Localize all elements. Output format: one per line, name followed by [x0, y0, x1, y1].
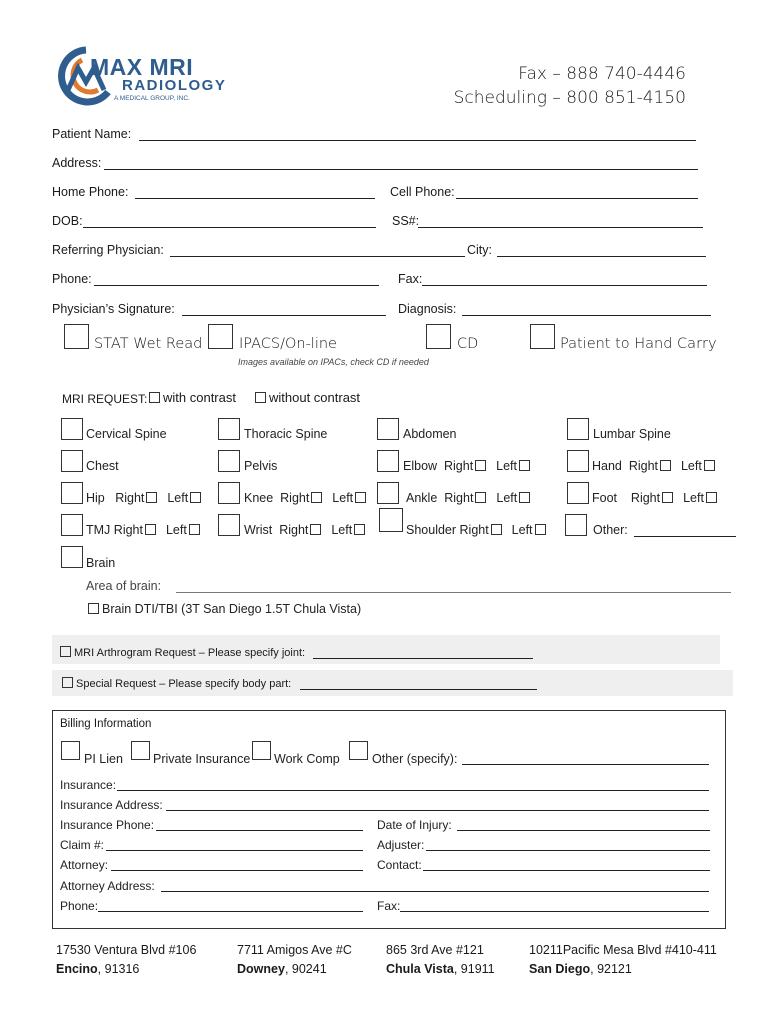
- brain-dti-label: Brain DTI/TBI (3T San Diego 1.5T Chula Vista): [102, 602, 362, 616]
- logo-line2: RADIOLOGY: [122, 77, 227, 94]
- mri-request-label: MRI REQUEST:: [62, 392, 148, 406]
- logo: [58, 44, 227, 110]
- home-phone-label: Home Phone:: [52, 185, 129, 199]
- hand-right-label: Right: [628, 459, 659, 473]
- location-city: Downey: [237, 962, 285, 976]
- foot-left-checkbox[interactable]: [706, 492, 717, 503]
- other-billing-field[interactable]: [462, 764, 709, 765]
- location-san-diego: [529, 941, 717, 979]
- location-chula-vista: [386, 941, 495, 979]
- wrist-checkbox[interactable]: [218, 514, 240, 536]
- fax-number: Fax – 888 740-4446: [518, 64, 686, 84]
- ankle-left-label: Left: [496, 491, 518, 505]
- address-field[interactable]: [104, 169, 698, 170]
- contact-label: Contact:: [377, 858, 422, 872]
- ankle-checkbox[interactable]: [377, 482, 399, 504]
- thoracic-checkbox[interactable]: [218, 418, 240, 440]
- cd-label: CD: [457, 336, 479, 352]
- billing-title: Billing Information: [60, 718, 152, 730]
- cd-checkbox[interactable]: [426, 324, 451, 349]
- brain-checkbox[interactable]: [61, 546, 83, 568]
- phone-label: Phone:: [52, 272, 92, 286]
- signature-label: Physician’s Signature:: [52, 302, 175, 316]
- knee-right-label: Right: [280, 491, 310, 505]
- special-row: [62, 677, 291, 690]
- knee-checkbox[interactable]: [218, 482, 240, 504]
- without-contrast-label: without contrast: [269, 390, 361, 405]
- logo-line1: MAX MRI: [90, 54, 194, 80]
- cervical-label: Cervical Spine: [86, 427, 167, 441]
- foot-right-checkbox[interactable]: [662, 492, 673, 503]
- attorney-address-label: Attorney Address:: [60, 879, 155, 893]
- billing-phone-label: Phone:: [60, 899, 99, 913]
- location-street: 865 3rd Ave #121: [386, 943, 484, 957]
- insurance-phone-field[interactable]: [156, 830, 363, 831]
- hand-checkbox[interactable]: [567, 450, 589, 472]
- shoulder-label: Shoulder: [406, 523, 457, 537]
- shoulder-right-checkbox[interactable]: [491, 524, 502, 535]
- billing-fax-field[interactable]: [400, 911, 709, 912]
- location-city: San Diego: [529, 962, 591, 976]
- ss-label: SS#:: [392, 214, 420, 228]
- contact-field[interactable]: [423, 870, 710, 871]
- wrist-left-checkbox[interactable]: [354, 524, 365, 535]
- abdomen-label: Abdomen: [403, 427, 457, 441]
- city-field[interactable]: [497, 256, 706, 257]
- billing-phone-field[interactable]: [98, 911, 363, 912]
- shoulder-right-label: Right: [459, 523, 489, 537]
- ipacs-label: IPACS/On-line: [239, 336, 337, 352]
- cell-phone-field[interactable]: [456, 198, 698, 199]
- other-billing-checkbox[interactable]: [349, 741, 368, 760]
- hand-carry-label: Patient to Hand Carry: [560, 336, 717, 352]
- ipacs-checkbox[interactable]: [208, 324, 233, 349]
- tmj-row: [86, 523, 203, 537]
- injury-date-field[interactable]: [457, 830, 710, 831]
- wrist-label: Wrist: [244, 523, 273, 537]
- brain-dti-checkbox[interactable]: [88, 603, 99, 614]
- foot-row: [592, 491, 720, 505]
- ankle-label: Ankle: [406, 491, 438, 505]
- hip-right-checkbox[interactable]: [146, 492, 157, 503]
- hand-row: [592, 459, 718, 473]
- hip-row: [86, 491, 204, 505]
- knee-row: [244, 491, 369, 505]
- wrist-right-checkbox[interactable]: [310, 524, 321, 535]
- with-contrast-label: with contrast: [163, 390, 236, 405]
- other-field[interactable]: [634, 536, 736, 537]
- wrist-row: [244, 523, 368, 537]
- wrist-left-label: Left: [331, 523, 353, 537]
- billing-fax-label: Fax:: [377, 899, 401, 913]
- logo-line3: A MEDICAL GROUP, INC.: [114, 95, 190, 102]
- dob-field[interactable]: [83, 227, 376, 228]
- other-label: Other:: [593, 523, 628, 537]
- elbow-right-checkbox[interactable]: [475, 460, 486, 471]
- knee-label: Knee: [244, 491, 274, 505]
- other-checkbox[interactable]: [565, 514, 587, 536]
- location-zip: , 92121: [590, 962, 632, 976]
- wrist-right-label: Right: [279, 523, 309, 537]
- pelvis-checkbox[interactable]: [218, 450, 240, 472]
- city-label: City:: [467, 243, 492, 257]
- work-comp-checkbox[interactable]: [252, 741, 271, 760]
- injury-date-label: Date of Injury:: [377, 818, 452, 832]
- with-contrast-option[interactable]: [147, 390, 236, 405]
- stat-label: STAT Wet Read: [94, 336, 203, 352]
- elbow-left-checkbox[interactable]: [519, 460, 530, 471]
- address-label: Address:: [52, 156, 102, 170]
- signature-field[interactable]: [182, 315, 386, 316]
- knee-right-checkbox[interactable]: [311, 492, 322, 503]
- hip-label: Hip: [86, 491, 105, 505]
- insurance-label: Insurance:: [60, 778, 117, 792]
- fax-label: Fax:: [398, 272, 423, 286]
- foot-right-label: Right: [630, 491, 661, 505]
- claim-field[interactable]: [106, 850, 363, 851]
- arthrogram-row: [60, 646, 305, 659]
- foot-label: Foot: [592, 491, 618, 505]
- ankle-row: [406, 491, 533, 505]
- fax-field[interactable]: [422, 285, 707, 286]
- stat-checkbox[interactable]: [64, 324, 89, 349]
- diagnosis-label: Diagnosis:: [398, 302, 457, 316]
- insurance-address-field[interactable]: [166, 810, 709, 811]
- adjuster-field[interactable]: [426, 850, 710, 851]
- claim-label: Claim #:: [60, 838, 105, 852]
- location-zip: , 90241: [284, 962, 327, 976]
- phone-field[interactable]: [94, 285, 379, 286]
- private-insurance-label: Private Insurance: [153, 752, 251, 766]
- location-street: 10211Pacific Mesa Blvd #410-411: [529, 943, 717, 957]
- location-city: Encino: [56, 962, 98, 976]
- with-contrast-checkbox[interactable]: [149, 392, 160, 403]
- elbow-checkbox[interactable]: [377, 450, 399, 472]
- area-of-brain-label: Area of brain:: [86, 579, 162, 593]
- insurance-address-label: Insurance Address:: [60, 798, 163, 812]
- cell-phone-label: Cell Phone:: [390, 185, 455, 199]
- ss-field[interactable]: [418, 227, 703, 228]
- insurance-field[interactable]: [117, 790, 709, 791]
- hip-left-checkbox[interactable]: [190, 492, 201, 503]
- shoulder-left-label: Left: [511, 523, 533, 537]
- dob-label: DOB:: [52, 214, 83, 228]
- elbow-left-label: Left: [496, 459, 517, 473]
- special-field[interactable]: [300, 689, 537, 690]
- tmj-checkbox[interactable]: [61, 514, 83, 536]
- arthrogram-field[interactable]: [313, 658, 533, 659]
- location-zip: , 91911: [453, 962, 495, 976]
- tmj-right-label: Right: [113, 523, 143, 537]
- referring-field[interactable]: [170, 256, 465, 257]
- elbow-row: [403, 459, 533, 473]
- diagnosis-field[interactable]: [462, 315, 711, 316]
- hip-right-label: Right: [115, 491, 145, 505]
- lumbar-label: Lumbar Spine: [593, 427, 671, 441]
- area-of-brain-field[interactable]: [176, 592, 731, 593]
- tmj-left-label: Left: [165, 523, 187, 537]
- home-phone-field[interactable]: [135, 198, 375, 199]
- location-city: Chula Vista: [386, 962, 454, 976]
- thoracic-label: Thoracic Spine: [244, 427, 328, 441]
- elbow-label: Elbow: [403, 459, 438, 473]
- adjuster-label: Adjuster:: [377, 838, 425, 852]
- ipacs-note: Images available on IPACs, check CD if needed: [238, 357, 429, 367]
- shoulder-row: [406, 523, 549, 537]
- attorney-label: Attorney:: [60, 858, 109, 872]
- location-street: 17530 Ventura Blvd #106: [56, 943, 197, 957]
- cervical-checkbox[interactable]: [61, 418, 83, 440]
- referring-label: Referring Physician:: [52, 243, 164, 257]
- pi-lien-checkbox[interactable]: [61, 741, 80, 760]
- ankle-right-checkbox[interactable]: [475, 492, 486, 503]
- private-insurance-checkbox[interactable]: [131, 741, 150, 760]
- knee-left-label: Left: [332, 491, 354, 505]
- brain-dti-option[interactable]: [86, 602, 361, 616]
- location-encino: [56, 941, 196, 979]
- special-label: Special Request – Please specify body part:: [76, 678, 292, 690]
- tmj-left-checkbox[interactable]: [189, 524, 200, 535]
- work-comp-label: Work Comp: [274, 752, 340, 766]
- arthrogram-checkbox[interactable]: [60, 646, 71, 657]
- ankle-right-label: Right: [444, 491, 474, 505]
- chest-label: Chest: [86, 459, 119, 473]
- chest-checkbox[interactable]: [61, 450, 83, 472]
- location-zip: , 91316: [97, 962, 140, 976]
- attorney-field[interactable]: [111, 870, 363, 871]
- pelvis-label: Pelvis: [244, 459, 278, 473]
- hand-left-label: Left: [680, 459, 702, 473]
- shoulder-checkbox[interactable]: [379, 508, 403, 532]
- location-street: 7711 Amigos Ave #C: [237, 943, 352, 957]
- pi-lien-label: PI Lien: [84, 752, 123, 766]
- elbow-right-label: Right: [444, 459, 474, 473]
- ankle-left-checkbox[interactable]: [519, 492, 530, 503]
- hand-carry-checkbox[interactable]: [530, 324, 555, 349]
- foot-left-label: Left: [683, 491, 704, 505]
- hand-left-checkbox[interactable]: [704, 460, 715, 471]
- abdomen-checkbox[interactable]: [377, 418, 399, 440]
- tmj-label: TMJ: [86, 523, 111, 537]
- tmj-right-checkbox[interactable]: [145, 524, 156, 535]
- attorney-address-field[interactable]: [161, 891, 709, 892]
- knee-left-checkbox[interactable]: [355, 492, 366, 503]
- lumbar-checkbox[interactable]: [567, 418, 589, 440]
- hand-right-checkbox[interactable]: [660, 460, 671, 471]
- other-billing-label: Other (specify):: [372, 752, 458, 766]
- special-checkbox[interactable]: [62, 677, 73, 688]
- scheduling-number: Scheduling – 800 851-4150: [453, 88, 686, 108]
- hip-checkbox[interactable]: [61, 482, 83, 504]
- without-contrast-checkbox[interactable]: [255, 392, 266, 403]
- patient-name-label: Patient Name:: [52, 127, 132, 141]
- hip-left-label: Left: [167, 491, 189, 505]
- brain-label: Brain: [86, 556, 116, 570]
- foot-checkbox[interactable]: [567, 482, 589, 504]
- arthrogram-label: MRI Arthrogram Request – Please specify joint:: [74, 647, 306, 659]
- without-contrast-option[interactable]: [253, 390, 360, 405]
- insurance-phone-label: Insurance Phone:: [60, 818, 155, 832]
- shoulder-left-checkbox[interactable]: [535, 524, 546, 535]
- hand-label: Hand: [592, 459, 622, 473]
- location-downey: [237, 941, 352, 979]
- patient-name-field[interactable]: [139, 140, 696, 141]
